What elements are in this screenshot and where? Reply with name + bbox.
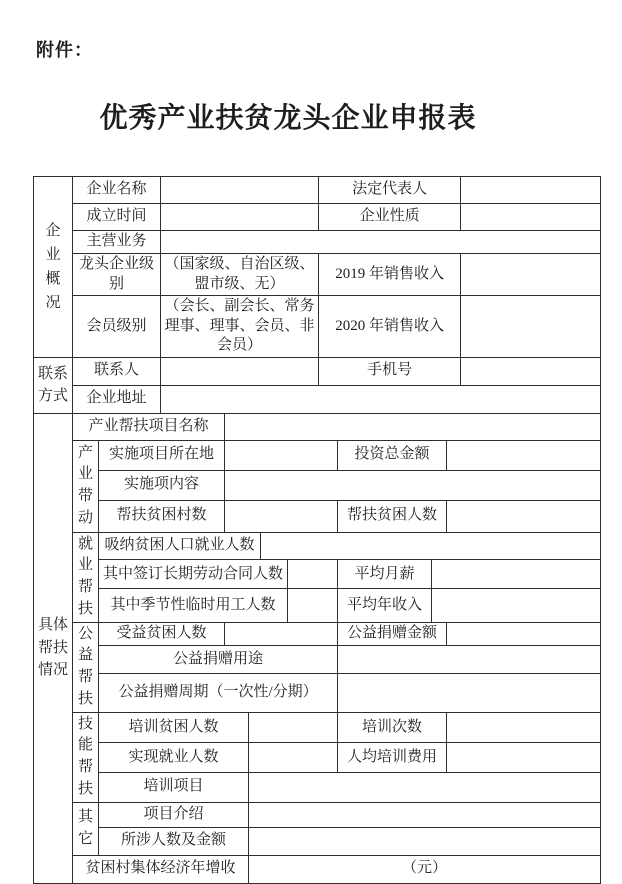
section-label-enterprise-overview: [34, 177, 73, 358]
section-label-contact-text: 联系方式: [37, 365, 68, 404]
member-level-options: （会长、副会长、常务理事、理事、会员、非会员）: [161, 296, 319, 358]
input-contact-person[interactable]: [161, 357, 319, 385]
field-label-industry-project-name: 产业帮扶项目名称: [73, 413, 225, 440]
input-average-monthly-salary[interactable]: [432, 560, 601, 589]
field-label-sales-2019: 2019 年销售收入: [319, 254, 461, 296]
input-sales-2020[interactable]: [461, 296, 601, 358]
field-label-average-monthly-salary: 平均月薪: [338, 560, 432, 589]
section-label-industry-drive: [73, 440, 99, 532]
field-label-project-content: 实施项内容: [99, 470, 225, 500]
field-label-member-level: 会员级别: [73, 296, 161, 358]
input-mobile-number[interactable]: [461, 357, 601, 385]
section-label-charity-aid-text: 公益帮扶: [77, 625, 93, 707]
field-label-absorbed-poor-employment: 吸纳贫困人口就业人数: [99, 532, 261, 560]
section-label-industry-drive-text: 产业带动: [77, 444, 93, 526]
field-label-involved-people-amount: 所涉人数及金额: [99, 827, 249, 855]
input-aided-poor-villages[interactable]: [225, 500, 338, 532]
leading-level-options: （国家级、自治区级、盟市级、无）: [161, 254, 319, 296]
application-form-table: [33, 176, 601, 884]
input-legal-representative[interactable]: [461, 177, 601, 204]
section-label-contact: [34, 357, 73, 413]
section-label-other-text: 其它: [77, 808, 93, 847]
field-label-company-name: 企业名称: [73, 177, 161, 204]
field-label-benefited-poor-count: 受益贫困人数: [99, 622, 225, 646]
input-company-address[interactable]: [161, 385, 601, 413]
field-label-average-annual-income: 平均年收入: [338, 589, 432, 622]
field-label-trained-poor-count: 培训贫困人数: [99, 712, 249, 743]
field-label-total-investment: 投资总金额: [338, 440, 447, 470]
section-label-skill-aid-text: 技能帮扶: [77, 715, 93, 797]
input-donation-purpose[interactable]: [338, 646, 601, 673]
field-label-aided-poor-villages: 帮扶贫困村数: [99, 500, 225, 532]
field-label-company-address: 企业地址: [73, 385, 161, 413]
field-label-project-introduction: 项目介绍: [99, 802, 249, 827]
section-label-skill-aid: [73, 712, 99, 802]
field-label-main-business: 主营业务: [73, 231, 161, 254]
section-label-employment-aid-text: 就业帮扶: [77, 535, 93, 617]
input-total-investment[interactable]: [447, 440, 601, 470]
section-label-other: [73, 802, 99, 855]
field-label-mobile-number: 手机号: [319, 357, 461, 385]
field-label-contact-person: 联系人: [73, 357, 161, 385]
attachment-label: 附件：: [36, 40, 93, 60]
input-involved-people-amount[interactable]: [249, 827, 601, 855]
field-label-achieved-employment: 实现就业人数: [99, 743, 249, 773]
field-label-leading-level: 龙头企业级别: [73, 254, 161, 296]
input-main-business[interactable]: [161, 231, 601, 254]
field-label-establish-date: 成立时间: [73, 204, 161, 231]
input-project-location[interactable]: [225, 440, 338, 470]
field-label-sales-2020: 2020 年销售收入: [319, 296, 461, 358]
section-label-detail-text: 具体帮扶情况: [37, 617, 68, 679]
input-aided-poor-people[interactable]: [447, 500, 601, 532]
section-label-charity-aid: [73, 622, 99, 712]
input-training-sessions[interactable]: [447, 712, 601, 743]
input-industry-project-name[interactable]: [225, 413, 601, 440]
input-absorbed-poor-employment[interactable]: [261, 532, 601, 560]
input-trained-poor-count[interactable]: [249, 712, 338, 743]
field-label-training-program: 培训项目: [99, 772, 249, 802]
field-label-seasonal-temp-workers: 其中季节性临时用工人数: [99, 589, 288, 622]
field-label-company-nature: 企业性质: [319, 204, 461, 231]
input-donation-cycle[interactable]: [338, 673, 601, 712]
section-label-detail: [34, 413, 73, 883]
field-label-legal-representative: 法定代表人: [319, 177, 461, 204]
field-label-donation-purpose: 公益捐赠用途: [99, 646, 338, 673]
input-sales-2019[interactable]: [461, 254, 601, 296]
input-long-term-contract-count[interactable]: [288, 560, 338, 589]
field-label-donation-amount: 公益捐赠金额: [338, 622, 447, 646]
input-achieved-employment[interactable]: [249, 743, 338, 773]
field-label-aided-poor-people: 帮扶贫困人数: [338, 500, 447, 532]
field-label-per-capita-training-cost: 人均培训费用: [338, 743, 447, 773]
input-company-nature[interactable]: [461, 204, 601, 231]
field-label-long-term-contract-count: 其中签订长期劳动合同人数: [99, 560, 288, 589]
input-benefited-poor-count[interactable]: [225, 622, 338, 646]
input-company-name[interactable]: [161, 177, 319, 204]
field-label-project-location: 实施项目所在地: [99, 440, 225, 470]
input-project-introduction[interactable]: [249, 802, 601, 827]
section-label-employment-aid: [73, 532, 99, 622]
field-label-donation-cycle: 公益捐赠周期（一次性/分期）: [99, 673, 338, 712]
input-average-annual-income[interactable]: [432, 589, 601, 622]
input-village-collective-income-unit[interactable]: （元）: [249, 855, 601, 883]
field-label-village-collective-income: 贫困村集体经济年增收: [73, 855, 249, 883]
input-seasonal-temp-workers[interactable]: [288, 589, 338, 622]
input-per-capita-training-cost[interactable]: [447, 743, 601, 773]
input-project-content[interactable]: [225, 470, 601, 500]
input-establish-date[interactable]: [161, 204, 319, 231]
page-title: 优秀产业扶贫龙头企业申报表: [99, 103, 477, 134]
input-training-program[interactable]: [249, 772, 601, 802]
input-donation-amount[interactable]: [447, 622, 601, 646]
field-label-training-sessions: 培训次数: [338, 712, 447, 743]
section-label-enterprise-overview-text: 企业概况: [45, 222, 61, 311]
